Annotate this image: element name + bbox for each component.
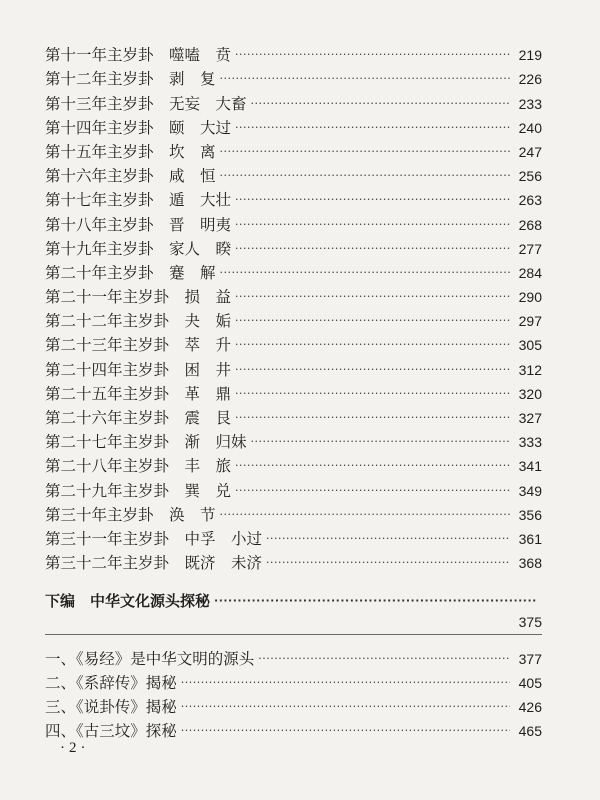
toc-entry-title: 第二十年主岁卦 蹇 解 [45,263,216,282]
toc-entry-title: 第二十八年主岁卦 丰 旅 [45,457,232,476]
toc-entry[interactable] [45,64,542,88]
leader-dots [220,73,510,85]
toc-entry-title: 第三十二年主岁卦 既济 未济 [45,554,263,573]
toc-entry-title: 第十二年主岁卦 剥 复 [45,70,216,89]
toc-entry[interactable] [45,209,542,233]
toc-entry[interactable] [45,427,542,451]
leader-dots [235,49,510,61]
toc-entry[interactable] [45,40,542,64]
toc-entry-page: 297 [518,313,542,330]
toc-entry-page: 247 [518,143,542,160]
toc-entry-page: 333 [518,434,542,451]
toc-entry-page: 268 [518,216,542,233]
leader-dots [235,485,510,497]
toc-entry-page: 277 [518,240,542,257]
toc-entry-title: 四、《古三坟》探秘 [45,722,177,741]
toc-entry[interactable] [45,668,542,692]
leader-dots [220,509,510,521]
toc-entry-title: 第十九年主岁卦 家人 睽 [45,239,232,258]
toc-entry-title: 第二十七年主岁卦 渐 归妹 [45,433,247,452]
leader-dots [235,388,510,400]
toc-entry-title: 第十七年主岁卦 遁 大壮 [45,191,232,210]
toc-entry-title: 第十五年主岁卦 坎 离 [45,142,216,161]
toc-entry-title: 第二十四年主岁卦 困 井 [45,360,232,379]
toc-entry[interactable] [45,548,542,572]
leader-dots [235,122,510,134]
leader-dots [214,595,538,607]
section-title: 下编 中华文化源头探秘 [45,592,211,611]
toc-entry-page: 312 [518,361,542,378]
toc-entry-page: 341 [518,458,542,475]
toc-entry[interactable] [45,379,542,403]
toc-entry-title: 第十三年主岁卦 无妄 大畜 [45,94,247,113]
toc-entry-title: 第十六年主岁卦 咸 恒 [45,167,216,186]
toc-entry-page: 290 [518,289,542,306]
section-gap [45,572,542,586]
toc-entry[interactable] [45,185,542,209]
page-number: ·2· [60,740,90,756]
toc-entry-page: 305 [518,337,542,354]
toc-entry-title: 第二十六年主岁卦 震 艮 [45,409,232,427]
toc-entry[interactable] [45,161,542,185]
leader-dots [235,243,510,255]
toc-entry-title: 第二十五年主岁卦 革 鼎 [45,384,232,403]
toc-entry-title: 第三十年主岁卦 涣 节 [45,505,216,524]
leader-dots [220,267,510,279]
leader-dots [258,653,510,665]
toc-entry[interactable] [45,475,542,499]
leader-dots [181,725,510,737]
toc-entry[interactable] [45,451,542,475]
toc-sub-entries [45,643,542,740]
toc-entry[interactable] [45,113,542,137]
leader-dots [235,364,510,376]
leader-dots [235,339,510,351]
toc-entry-page: 226 [518,71,542,88]
toc-entry-page: 368 [518,555,542,572]
toc-entry[interactable] [45,354,542,378]
leader-dots [235,460,510,472]
toc-entry-page: 356 [518,506,542,523]
toc-entry[interactable] [45,524,542,548]
toc-entry-page: 320 [518,385,542,402]
toc-entry-page: 233 [518,95,542,112]
toc-entry[interactable] [45,234,542,258]
toc-entry[interactable] [45,643,542,667]
leader-dots [235,291,510,303]
toc-entries [45,40,542,572]
toc-entry-page: 361 [518,530,542,547]
toc-entry-page: 327 [518,410,542,426]
leader-dots [235,412,510,424]
toc-entry-page: 263 [518,192,542,209]
toc-entry[interactable] [45,692,542,716]
toc-entry-title: 二、《系辞传》揭秘 [45,673,177,692]
toc-entry-title: 第二十九年主岁卦 巽 兑 [45,481,232,500]
toc-entry[interactable] [45,258,542,282]
section-divider [45,634,542,635]
toc-entry-page: 377 [518,650,542,667]
toc-entry-title: 三、《说卦传》揭秘 [45,697,177,716]
table-of-contents [45,40,542,740]
leader-dots [235,315,510,327]
toc-entry-title: 第十八年主岁卦 晋 明夷 [45,215,232,234]
leader-dots [251,436,510,448]
toc-entry-title: 第十四年主岁卦 颐 大过 [45,118,232,137]
toc-entry-title: 第十一年主岁卦 噬嗑 贲 [45,46,232,65]
toc-section-heading[interactable] [45,586,542,610]
section-page-number: 375 [518,614,542,631]
toc-entry[interactable] [45,282,542,306]
toc-entry-page: 465 [518,723,542,740]
toc-entry[interactable] [45,716,542,740]
toc-entry[interactable] [45,88,542,112]
toc-entry-title: 第三十一年主岁卦 中孚 小过 [45,529,263,548]
toc-entry[interactable] [45,330,542,354]
toc-entry-page: 256 [518,168,542,185]
toc-entry-title: 一、《易经》是中华文明的源头 [45,649,255,668]
leader-dots [235,194,510,206]
leader-dots [220,146,510,158]
toc-entry-page: 426 [518,698,542,715]
toc-entry-page: 405 [518,674,542,691]
toc-entry[interactable] [45,137,542,161]
leader-dots [235,219,510,231]
toc-entry[interactable] [45,306,542,330]
leader-dots [220,170,510,182]
leader-dots [266,557,510,569]
leader-dots [181,701,510,713]
leader-dots [181,677,510,689]
toc-entry[interactable] [45,403,542,427]
toc-entry-page: 349 [518,482,542,499]
toc-entry[interactable] [45,500,542,524]
leader-dots [251,98,510,110]
toc-entry-page: 219 [518,47,542,64]
toc-entry-page: 284 [518,264,542,281]
toc-entry-title: 第二十二年主岁卦 夬 姤 [45,312,232,331]
leader-dots [266,533,510,545]
toc-entry-title: 第二十三年主岁卦 萃 升 [45,336,232,355]
toc-entry-page: 240 [518,119,542,136]
section-page-row [45,610,542,630]
toc-entry-title: 第二十一年主岁卦 损 益 [45,288,232,307]
